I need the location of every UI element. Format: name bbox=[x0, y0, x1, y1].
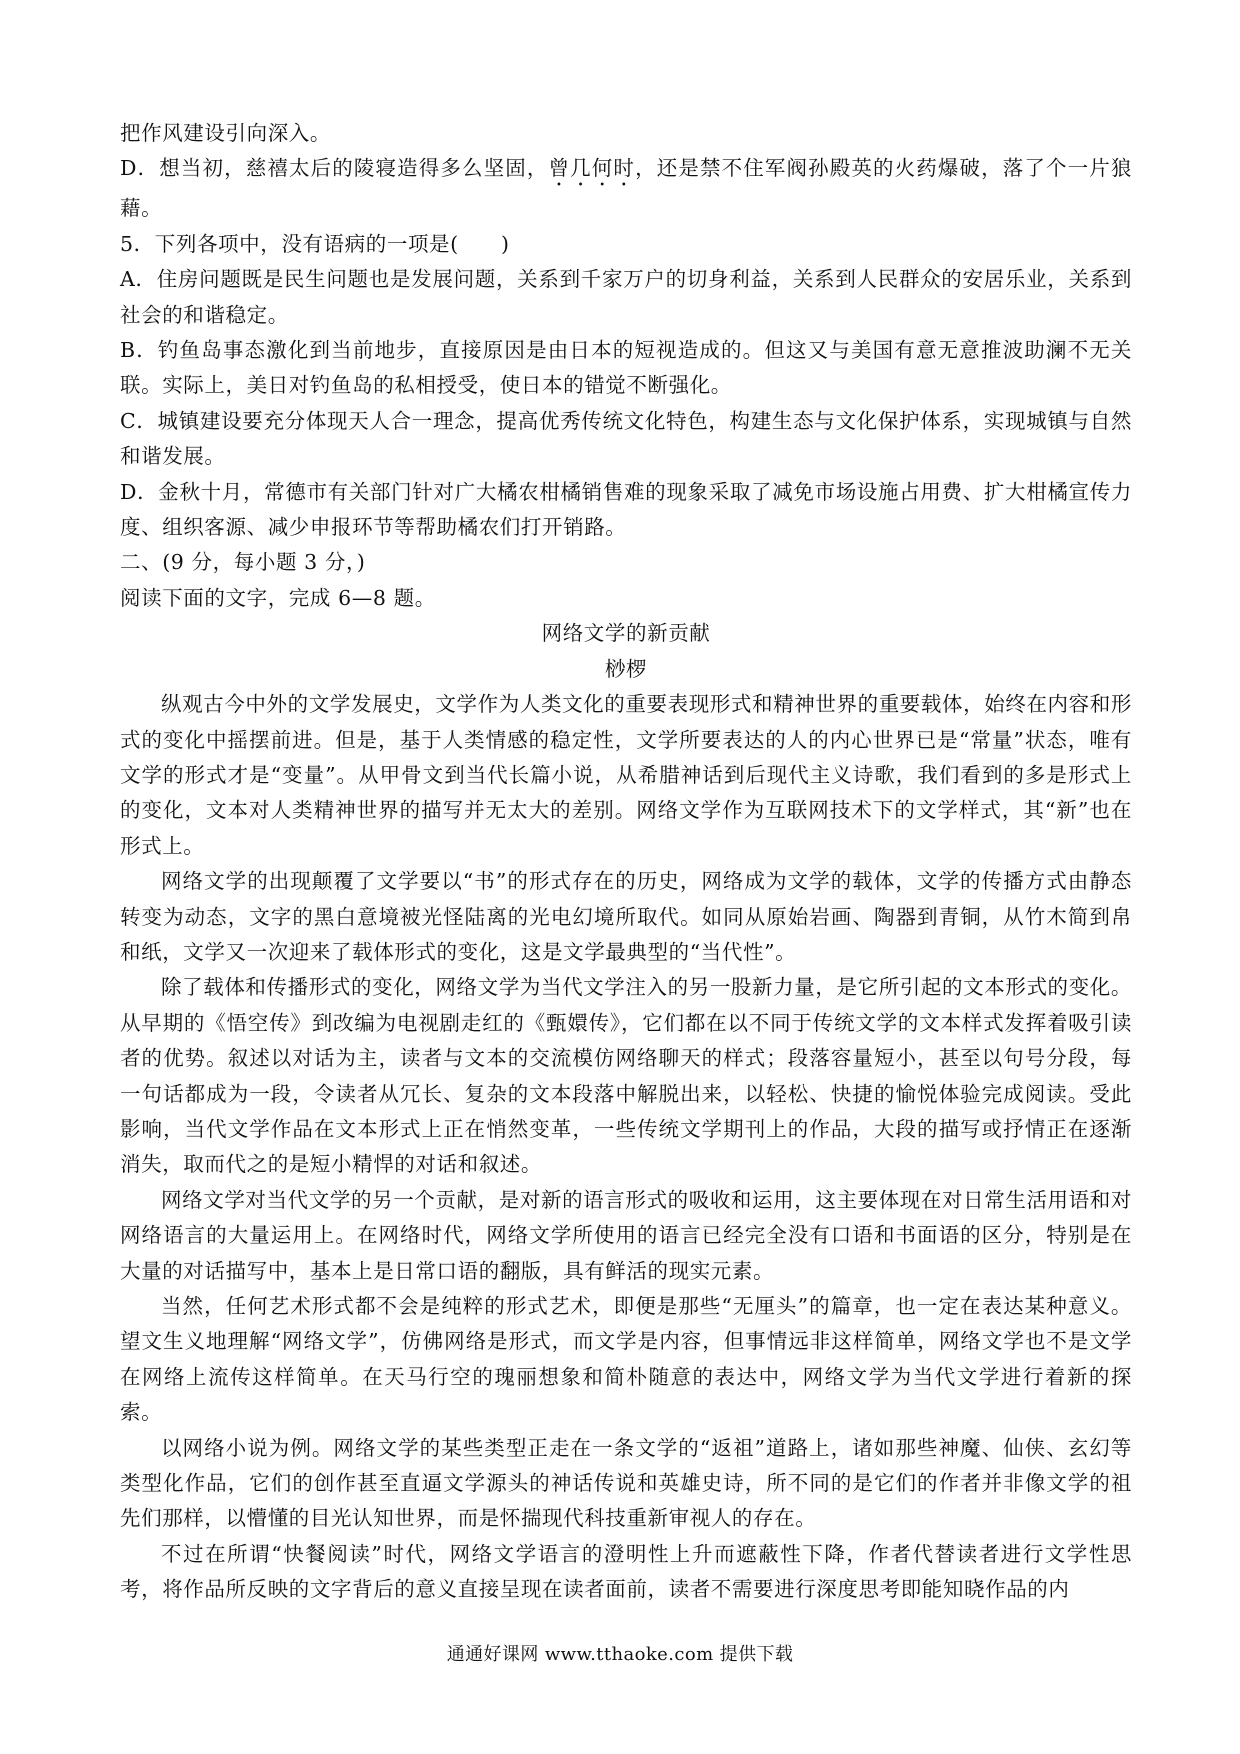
document-page bbox=[120, 116, 1132, 1608]
article-paragraph: 网络文学的出现颠覆了文学要以“书”的形式存在的历史，网络成为文学的载体，文学的传播方式由静态转变为动态，文字的黑白意境被光怪陆离的光电幻境所取代。如同从原始岩画、陶器到青铜，从竹木简到帛和纸，文学又一次迎来了载体形式的变化，这是文学最典型的“当代性”。 bbox=[120, 869, 1132, 964]
q4-option-d bbox=[120, 151, 1132, 226]
page-footer: 通通好课网 www.tthaoke.com 提供下载 bbox=[446, 1644, 794, 1665]
q4-option-d-post: ，还是禁不住军阀孙殿英的火药爆破，落了个一片狼藉。 bbox=[120, 156, 1133, 221]
article-author: 桫椤 bbox=[604, 656, 648, 681]
q4-option-d-dotted-phrase: 曾几何时 bbox=[548, 156, 636, 181]
q5-option-b: B．钓鱼岛事态激化到当前地步，直接原因是由日本的短视造成的。但这又与美国有意无意推波助澜不无关联。实际上，美日对钓鱼岛的私相授受，使日本的错觉不断强化。 bbox=[120, 338, 1132, 398]
q5-option-a: A．住房问题既是民生问题也是发展问题，关系到千家万户的切身利益，关系到人民群众的安居乐业，关系到社会的和谐稳定。 bbox=[120, 267, 1132, 327]
section-2-heading: 二、(9 分，每小题 3 分，) bbox=[120, 550, 366, 575]
q5-option-c: C．城镇建设要充分体现天人合一理念，提高优秀传统文化特色，构建生态与文化保护体系，实现城镇与自然和谐发展。 bbox=[120, 408, 1132, 469]
q4-option-d-pre: D．想当初，慈禧太后的陵寝造得多么坚固， bbox=[120, 156, 549, 181]
article-paragraph: 以网络小说为例。网络文学的某些类型正走在一条文学的“返祖”道路上，诸如那些神魔、仙侠、玄幻等类型化作品，它们的创作甚至直逼文学源头的神话传说和英雄史诗，所不同的是它们的作者并非像文学的祖先们那样，以懵懂的目光认知世界，而是怀揣现代科技重新审视人的存在。 bbox=[120, 1435, 1132, 1531]
article-paragraph: 不过在所谓“快餐阅读”时代，网络文学语言的澄明性上升而遮蔽性下降，作者代替读者进行文学性思考，将作品所反映的文字背后的意义直接呈现在读者面前，读者不需要进行深度思考即能知晓作品的内 bbox=[120, 1541, 1132, 1602]
article-paragraph: 除了载体和传播形式的变化，网络文学为当代文学注入的另一股新力量，是它所引起的文本形式的变化。从早期的《悟空传》到改编为电视剧走红的《甄嬛传》，它们都在以不同于传统文学的文本样式发挥着吸引读者的优势。叙述以对话为主，读者与文本的交流模仿网络聊天的样式；段落容量短小，甚至以句号分段，每一句话都成为一段，令读者从冗长、复杂的文本段落中解脱出来，以轻松、快捷的愉悦体验完成阅读。受此影响，当代文学作品在文本形式上正在悄然变革，一些传统文学期刊上的作品，大段的描写或抒情正在逐渐消失，取而代之的是短小精悍的对话和叙述。 bbox=[120, 975, 1132, 1177]
article-paragraph: 网络文学对当代文学的另一个贡献，是对新的语言形式的吸收和运用，这主要体现在对日常生活用语和对网络语言的大量运用上。在网络时代，网络文学所使用的语言已经完全没有口语和书面语的区分，特别是在大量的对话描写中，基本上是日常口语的翻版，具有鲜活的现实元素。 bbox=[120, 1187, 1132, 1283]
q4-option-c-tail: 把作风建设引向深入。 bbox=[120, 121, 331, 145]
section-2-instruction: 阅读下面的文字，完成 6—8 题。 bbox=[120, 585, 436, 610]
q5-stem: 5．下列各项中，没有语病的一项是( ) bbox=[120, 231, 510, 256]
article-title: 网络文学的新贡献 bbox=[541, 621, 711, 646]
article-paragraph: 纵观古今中外的文学发展史，文学作为人类文化的重要表现形式和精神世界的重要载体，始终在内容和形式的变化中摇摆前进。但是，基于人类情感的稳定性，文学所要表达的人的内心世界已是“常量”状态，唯有文学的形式才是“变量”。从甲骨文到当代长篇小说，从希腊神话到后现代主义诗歌，我们看到的多是形式上的变化，文本对人类精神世界的描写并无太大的差别。网络文学作为互联网技术下的文学样式，其“新”也在形式上。 bbox=[120, 692, 1132, 858]
q5-option-d: D．金秋十月，常德市有关部门针对广大橘农柑橘销售难的现象采取了减免市场设施占用费、扩大柑橘宣传力度、组织客源、减少申报环节等帮助橘农们打开销路。 bbox=[120, 479, 1132, 540]
article-paragraph: 当然，任何艺术形式都不会是纯粹的形式艺术，即便是那些“无厘头”的篇章，也一定在表达某种意义。望文生义地理解“网络文学”，仿佛网络是形式，而文学是内容，但事情远非这样简单，网络文学也不是文学在网络上流传这样简单。在天马行空的瑰丽想象和简朴随意的表达中，网络文学为当代文学进行着新的探索。 bbox=[120, 1294, 1132, 1425]
